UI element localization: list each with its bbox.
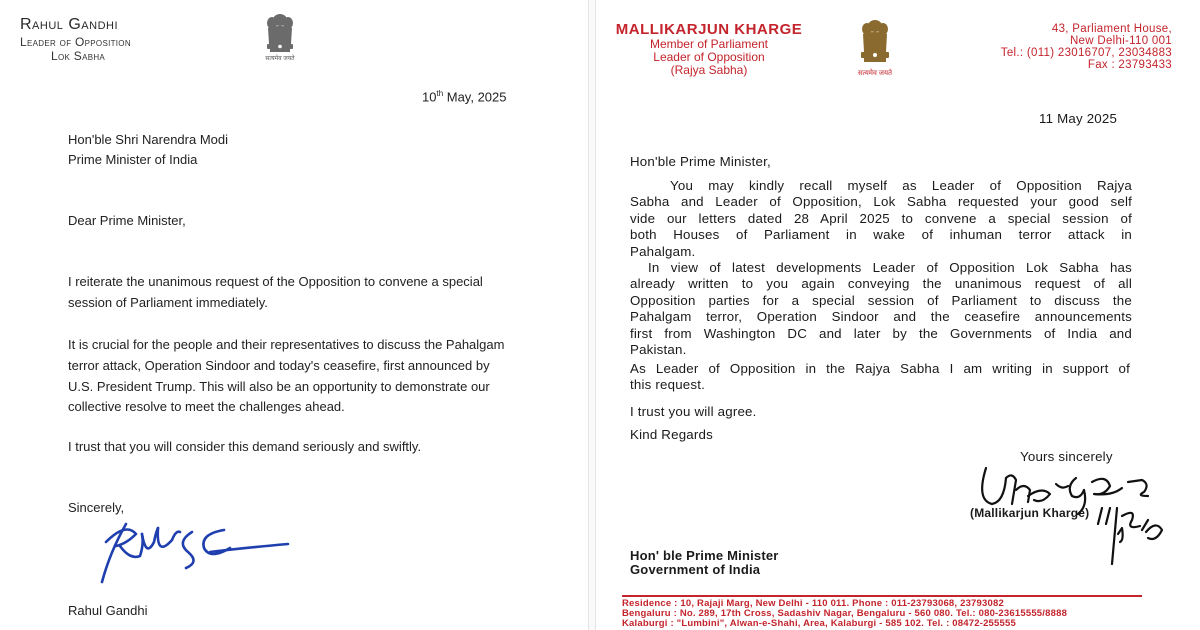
- footer-address-line: Residence : 10, Rajaji Marg, New Delhi - 110 011. Phone : 011-23793068, 23793082: [622, 598, 1004, 609]
- sender-title: Leader of Opposition: [20, 35, 131, 49]
- footer-address-line: Kalaburgi : "Lumbini", Alwan-e-Shahi, Area, Kalaburgi - 585 102. Tel. : 08472-255555: [622, 618, 1016, 629]
- fax-line: Fax : 23793433: [1087, 59, 1172, 71]
- salutation: Dear Prime Minister,: [68, 213, 186, 228]
- phone-line: Tel.: (011) 23016707, 23034883: [1000, 47, 1172, 59]
- page-divider: [588, 0, 596, 630]
- national-emblem-icon: [262, 10, 298, 68]
- sender-name: Rahul Gandhi: [20, 16, 119, 33]
- emblem-caption: सत्यमेव जयते: [265, 56, 295, 62]
- regards: Kind Regards: [630, 427, 713, 442]
- closing: Sincerely,: [68, 500, 125, 515]
- recipient-line-2: Government of India: [630, 562, 761, 577]
- address-line: 43, Parliament House,: [1051, 23, 1172, 35]
- handwritten-signature: [92, 512, 297, 595]
- recipient-line-1: Hon' ble Prime Minister: [630, 548, 779, 563]
- body-line: session of Parliament immediately.: [68, 295, 268, 310]
- addressee-line-1: Hon'ble Shri Narendra Modi: [68, 132, 229, 147]
- signature-name: (Mallikarjun Kharge): [970, 506, 1090, 520]
- body-paragraph-3: As Leader of Opposition in the Rajya Sabha I am writing in support of this request.: [630, 361, 1130, 393]
- letter-date: 11 May 2025: [1039, 111, 1118, 126]
- sender-name: MALLIKARJUN KHARGE: [615, 21, 803, 38]
- letter-date: 10th May, 2025: [422, 89, 507, 105]
- body-line: It is crucial for the people and their representatives to discuss the Pahalgam: [68, 337, 505, 352]
- sender-designation: Leader of Opposition: [653, 50, 765, 64]
- body-line: terror attack, Operation Sindoor and today's ceasefire, first announced by: [68, 358, 490, 373]
- body-line: I reiterate the unanimous request of the Opposition to convene a special: [68, 274, 483, 289]
- emblem-caption: सत्यमेव जयते: [857, 70, 893, 77]
- addressee-line-2: Prime Minister of India: [68, 152, 198, 167]
- sender-house: Lok Sabha: [51, 49, 106, 63]
- footer-address-line: Bengaluru : No. 289, 17th Cross, Sadashiv Nagar, Bengaluru - 560 080. Tel.: 080-23615555/8888: [622, 608, 1068, 619]
- sender-house: (Rajya Sabha): [670, 63, 748, 77]
- sender-designation: Member of Parliament: [649, 37, 769, 51]
- rahul-gandhi-letter: [0, 0, 585, 630]
- address-line: New Delhi-110 001: [1069, 35, 1172, 47]
- body-line: I trust that you will consider this demand seriously and swiftly.: [68, 439, 422, 454]
- national-emblem-icon: [857, 16, 893, 78]
- body-line: collective resolve to meet the challenges ahead.: [68, 399, 345, 414]
- closing: Yours sincerely: [1020, 449, 1113, 464]
- body-paragraph-4: I trust you will agree.: [630, 404, 757, 419]
- signature-name: Rahul Gandhi: [68, 603, 148, 618]
- salutation: Hon'ble Prime Minister,: [630, 154, 771, 169]
- mallikarjun-kharge-letter: [600, 0, 1200, 630]
- body-paragraph-2: In view of latest developments Leader of Opposition Lok Sabha has already written to you again conveying the unanimous request of all Opposition parties for a special session of Parliament to discuss the Pahalgam terror, Operation Sindoor and the ceasefire announcements first from Washington DC and later by the Governments of India and Pakistan.: [630, 260, 1132, 358]
- body-paragraph-1: You may kindly recall myself as Leader of Opposition Rajya Sabha and Leader of Opposition, Lok Sabha requested your good self vide our letters dated 28 April 2025 to convene a special session of both Houses of Parliament in wake of inhuman terror attack in Pahalgam.: [630, 178, 1132, 259]
- footer-rule: [622, 595, 1142, 597]
- body-line: U.S. President Trump. This will also be an opportunity to demonstrate our: [68, 379, 490, 394]
